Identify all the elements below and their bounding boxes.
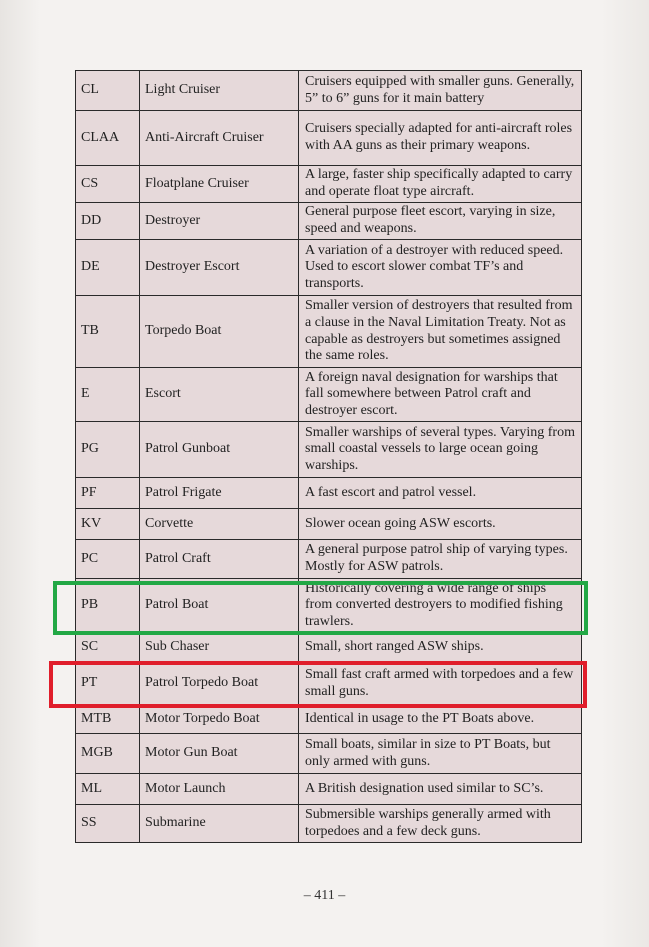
table-row (76, 71, 582, 111)
ship-type-name: Patrol Gunboat (140, 422, 299, 478)
ship-type-name: Floatplane Cruiser (140, 166, 299, 203)
ship-type-name: Submarine (140, 805, 299, 843)
ship-description: Submersible warships generally armed with torpedoes and a few deck guns. (299, 805, 582, 843)
ship-description: Slower ocean going ASW escorts. (299, 509, 582, 540)
ship-type-name: Sub Chaser (140, 633, 299, 663)
table-row (76, 509, 582, 540)
ship-description: Small fast craft armed with torpedoes and a few small guns. (299, 663, 582, 705)
designation-code: CL (76, 71, 140, 111)
designation-code: E (76, 368, 140, 422)
table-row (76, 422, 582, 478)
ship-type-name: Light Cruiser (140, 71, 299, 111)
ship-description: General purpose fleet escort, varying in size, speed and weapons. (299, 203, 582, 240)
ship-type-name: Patrol Frigate (140, 478, 299, 509)
ship-type-name: Escort (140, 368, 299, 422)
table-row (76, 203, 582, 240)
ship-type-name: Motor Torpedo Boat (140, 705, 299, 734)
designation-code: SC (76, 633, 140, 663)
ship-type-name: Motor Launch (140, 774, 299, 805)
table-row (76, 166, 582, 203)
ship-description: Historically covering a wide range of ships from converted destroyers to modified fishing trawlers. (299, 579, 582, 633)
ship-type-name: Destroyer (140, 203, 299, 240)
ship-designation-table (75, 70, 582, 843)
ship-type-name: Torpedo Boat (140, 296, 299, 368)
ship-description: Small, short ranged ASW ships. (299, 633, 582, 663)
ship-description: Cruisers specially adapted for anti-aircraft roles with AA guns as their primary weapons. (299, 111, 582, 166)
ship-description: A variation of a destroyer with reduced speed. Used to escort slower combat TF’s and transports. (299, 240, 582, 296)
ship-type-name: Corvette (140, 509, 299, 540)
table-row (76, 633, 582, 663)
designation-code: SS (76, 805, 140, 843)
table-row (76, 240, 582, 296)
table-row (76, 111, 582, 166)
designation-code: CLAA (76, 111, 140, 166)
designation-code: MGB (76, 734, 140, 774)
designation-code: MTB (76, 705, 140, 734)
designation-code: ML (76, 774, 140, 805)
table-row (76, 774, 582, 805)
ship-description: Smaller warships of several types. Varying from small coastal vessels to large ocean going warships. (299, 422, 582, 478)
ship-description: A British designation used similar to SC’s. (299, 774, 582, 805)
ship-type-name: Motor Gun Boat (140, 734, 299, 774)
designation-code: DD (76, 203, 140, 240)
designation-code: PT (76, 663, 140, 705)
table-row (76, 540, 582, 579)
designation-code: KV (76, 509, 140, 540)
ship-description: Small boats, similar in size to PT Boats, but only armed with guns. (299, 734, 582, 774)
ship-description: A foreign naval designation for warships that fall somewhere between Patrol craft and destroyer escort. (299, 368, 582, 422)
table-row (76, 478, 582, 509)
designation-code: PF (76, 478, 140, 509)
ship-type-name: Patrol Craft (140, 540, 299, 579)
page-number: – 411 – (303, 888, 346, 903)
table-row (76, 734, 582, 774)
ship-description: A large, faster ship specifically adapted to carry and operate float type aircraft. (299, 166, 582, 203)
ship-description: Smaller version of destroyers that resulted from a clause in the Naval Limitation Treaty. Not as capable as destroyers but sometimes assigned the same roles. (299, 296, 582, 368)
ship-description: A general purpose patrol ship of varying types. Mostly for ASW patrols. (299, 540, 582, 579)
ship-type-name: Patrol Boat (140, 579, 299, 633)
ship-description: Identical in usage to the PT Boats above. (299, 705, 582, 734)
table-row (76, 705, 582, 734)
designation-code: DE (76, 240, 140, 296)
ship-type-name: Destroyer Escort (140, 240, 299, 296)
ship-description: A fast escort and patrol vessel. (299, 478, 582, 509)
ship-description: Cruisers equipped with smaller guns. Generally, 5” to 6” guns for it main battery (299, 71, 582, 111)
table-row (76, 663, 582, 705)
designation-code: PC (76, 540, 140, 579)
ship-type-name: Patrol Torpedo Boat (140, 663, 299, 705)
designation-code: PG (76, 422, 140, 478)
ship-type-name: Anti-Aircraft Cruiser (140, 111, 299, 166)
table-row (76, 805, 582, 843)
designation-code: TB (76, 296, 140, 368)
designation-code: CS (76, 166, 140, 203)
table-row (76, 296, 582, 368)
table-row (76, 579, 582, 633)
table-row (76, 368, 582, 422)
designation-code: PB (76, 579, 140, 633)
